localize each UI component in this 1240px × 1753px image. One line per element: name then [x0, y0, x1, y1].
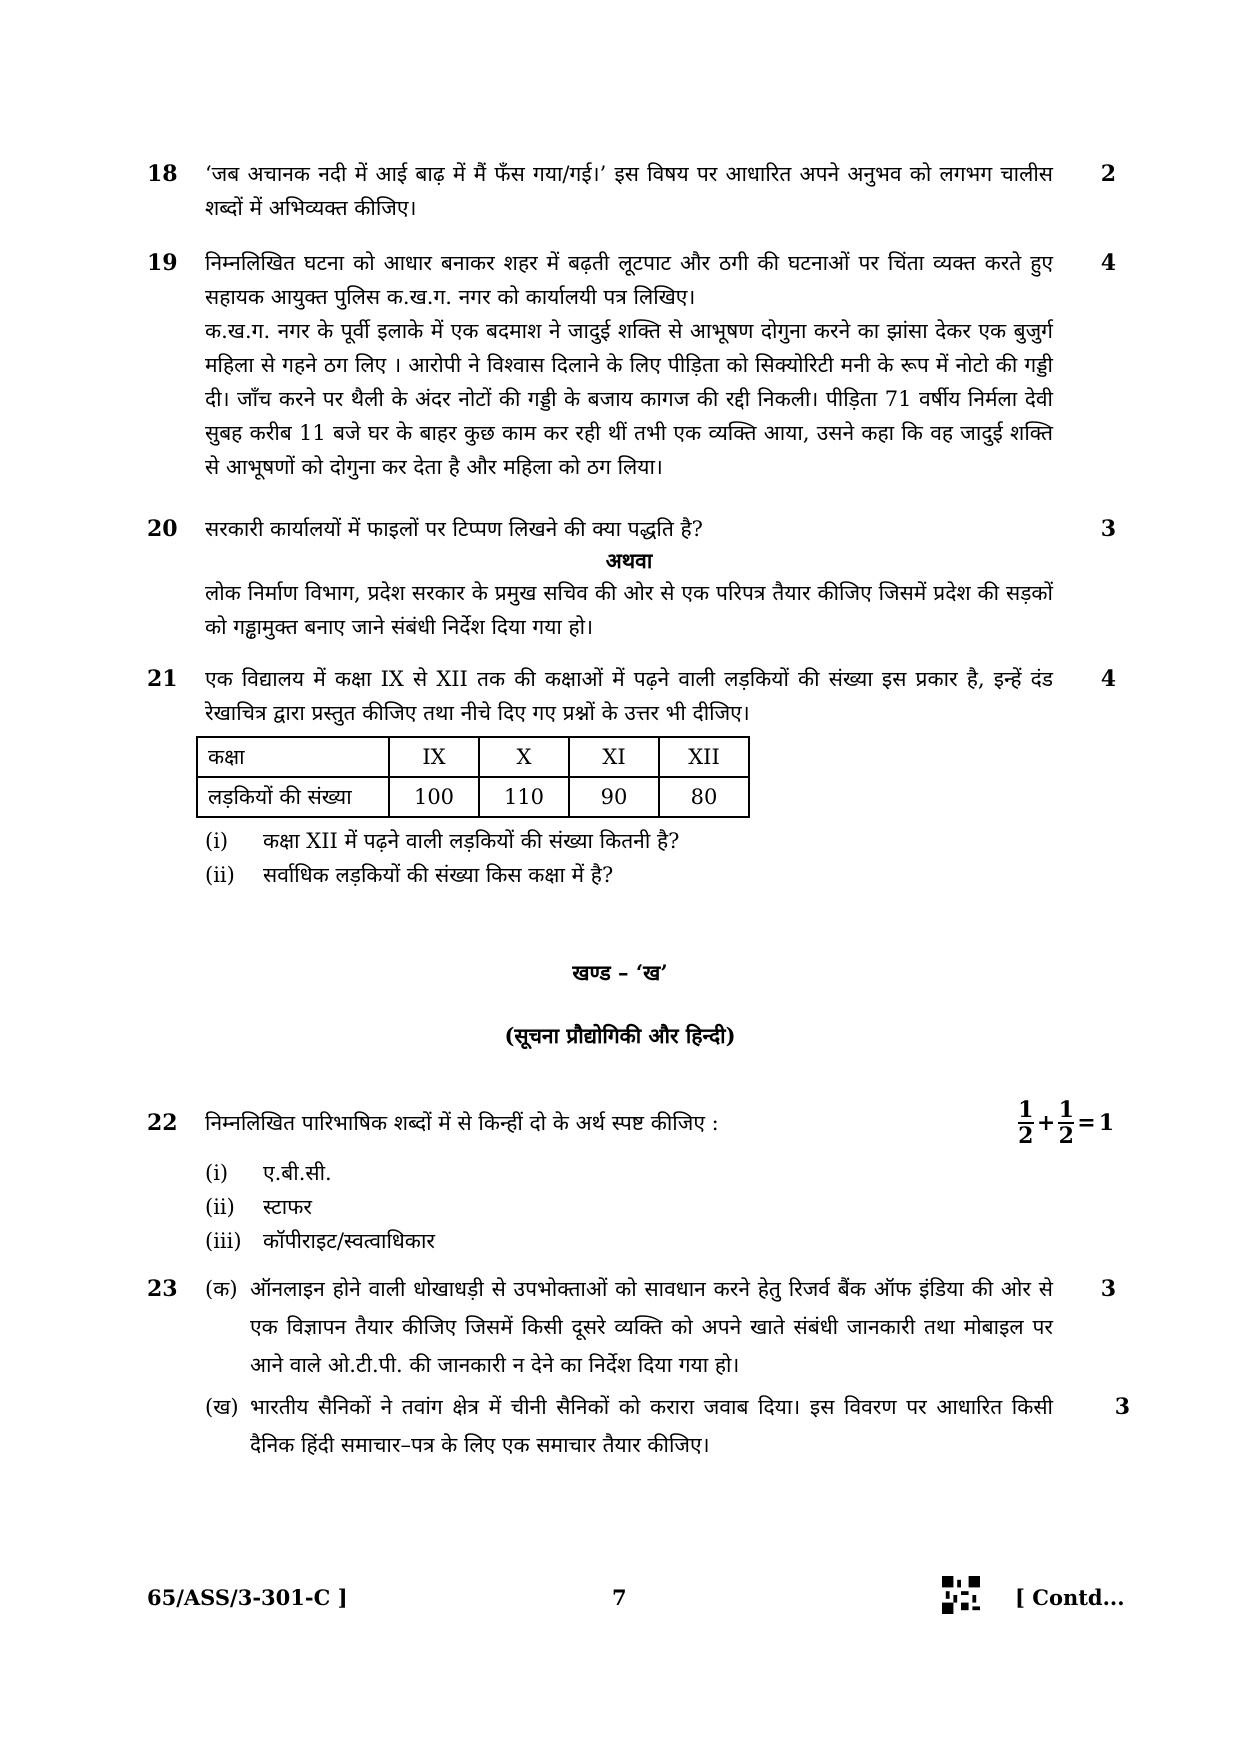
part-text: भारतीय सैनिकों ने तवांग क्षेत्र में चीनी सैनिकों को करारा जवाब दिया। इस विवरण पर आधारित किसी दैनिक हिंदी समाचार–पत्र के लिए एक समाचार तैयार कीजिए। — [250, 1395, 1053, 1457]
question-number: 18 — [147, 161, 178, 187]
question-20 — [147, 512, 1130, 644]
table-cell: 100 — [389, 777, 479, 817]
item-text: स्टाफर — [263, 1195, 312, 1219]
question-18 — [147, 157, 1130, 225]
question-number: 19 — [147, 250, 178, 276]
table-cell: कक्षा — [197, 737, 389, 777]
question-number: 20 — [147, 516, 178, 542]
question-instruction: निम्नलिखित घटना को आधार बनाकर शहर में बढ़ती लूटपाट और ठगी की घटनाओं पर चिंता व्यक्त करते हुए सहायक आयुक्त पुलिस क.ख.ग. नगर को कार्यालयी पत्र लिखिए। — [205, 251, 1053, 309]
table-row — [197, 737, 749, 777]
item-number: (ii) — [205, 863, 235, 887]
question-21 — [147, 662, 1130, 892]
item-text: कक्षा XII में पढ़ने वाली लड़कियों की संख्या कितनी है? — [263, 829, 680, 853]
table-cell: 80 — [659, 777, 749, 817]
marks: 2 — [1100, 161, 1116, 187]
question-passage: क.ख.ग. नगर के पूर्वी इलाके में एक बदमाश ने जादुई शक्ति से आभूषण दोगुना करने का झांसा देकर एक बुजुर्ग महिला से गहने ठग लिए । आरोपी ने विश्वास दिलाने के लिए पीड़िता को सिक्योरिटी मनी के रूप में नोटो की गड्डी दी। जाँच करने पर थैली के अंदर नोटों की गड्डी के बजाय कागज की रद्दी निकली। पीड़िता 71 वर्षीय निर्मला देवी सुबह करीब 11 बजे घर के बाहर कुछ काम कर रही थीं तभी एक व्यक्ति आया, उसने कहा कि वह जादुई शक्ति से आभूषणों को दोगुना कर देता है और महिला को ठग लिया। — [205, 319, 1053, 479]
table-cell: लड़कियों की संख्या — [197, 777, 389, 817]
list-item — [205, 1156, 1130, 1190]
marks-fraction: 1 2 + 1 2 = 1 — [1018, 1097, 1114, 1149]
table-cell: 90 — [569, 777, 659, 817]
table-row — [197, 777, 749, 817]
question-part — [205, 1390, 1130, 1464]
item-text: सर्वाधिक लड़कियों की संख्या किस कक्षा में है? — [263, 863, 614, 887]
part-text: ऑनलाइन होने वाली धोखाधड़ी से उपभोक्ताओं को सावधान करने हेतु रिजर्व बैंक ऑफ इंडिया की ओर से एक विज्ञापन तैयार कीजिए जिसमें किसी दूसरे व्यक्ति को अपने खाते संबंधी जानकारी तथा मोबाइल पर आने वाले ओ.टी.पी. की जानकारी न देने का निर्देश दिया गया हो। — [250, 1277, 1053, 1377]
item-text: ए.बी.सी. — [263, 1161, 332, 1185]
fraction: 1 2 — [1018, 1097, 1034, 1149]
question-22 — [147, 1097, 1130, 1258]
page-number: 7 — [612, 1585, 627, 1610]
fraction: 1 2 — [1058, 1097, 1074, 1149]
list-item — [205, 858, 1130, 892]
list-item — [205, 1190, 1130, 1224]
list-item — [205, 824, 1130, 858]
or-label: अथवा — [605, 548, 653, 573]
marks: 4 — [1100, 250, 1116, 276]
table-cell: X — [479, 737, 569, 777]
item-number: (i) — [205, 829, 229, 853]
question-19 — [147, 246, 1130, 484]
section-title: खण्ड – ‘ख’ — [572, 960, 668, 985]
continued-label: [ Contd... — [1015, 1585, 1125, 1610]
table-cell: XI — [569, 737, 659, 777]
item-number: (i) — [205, 1161, 229, 1185]
question-text: सरकारी कार्यालयों में फाइलों पर टिप्पण लिखने की क्या पद्धति है? — [205, 517, 703, 541]
marks: 4 — [1100, 666, 1116, 692]
question-part — [205, 1272, 1053, 1384]
part-label: (ख) — [205, 1395, 239, 1419]
question-number: 22 — [147, 1110, 178, 1136]
table-cell: XII — [659, 737, 749, 777]
item-number: (iii) — [205, 1229, 242, 1253]
marks: 3 — [1100, 1276, 1116, 1302]
item-text: कॉपीराइट/स्वत्वाधिकार — [263, 1229, 435, 1253]
table-cell: IX — [389, 737, 479, 777]
question-number: 23 — [147, 1276, 178, 1302]
paper-code: 65/ASS/3-301-C ] — [147, 1585, 348, 1610]
marks: 3 — [1100, 516, 1116, 542]
qr-code-icon — [942, 1576, 980, 1614]
item-number: (ii) — [205, 1195, 235, 1219]
question-text: एक विद्यालय में कक्षा IX से XII तक की कक्षाओं में पढ़ने वाली लड़कियों की संख्या इस प्रकार है, इन्हें दंड रेखाचित्र द्वारा प्रस्तुत कीजिए तथा नीचे दिए गए प्रश्नों के उत्तर भी दीजिए। — [205, 667, 1053, 725]
question-text: निम्नलिखित पारिभाषिक शब्दों में से किन्हीं दो के अर्थ स्पष्ट कीजिए : — [205, 1111, 719, 1135]
question-text: ‘जब अचानक नदी में आई बाढ़ में मैं फँस गया/गई।’ इस विषय पर आधारित अपने अनुभव को लगभग चालीस शब्दों में अभिव्यक्त कीजिए। — [205, 162, 1053, 220]
question-23 — [147, 1272, 1130, 1464]
part-label: (क) — [205, 1277, 238, 1301]
section-subtitle: (सूचना प्रौद्योगिकी और हिन्दी) — [504, 1023, 736, 1048]
alternate-question-text: लोक निर्माण विभाग, प्रदेश सरकार के प्रमुख सचिव की ओर से एक परिपत्र तैयार कीजिए जिसमें प्रदेश की सड़कों को गड्ढामुक्त बनाए जाने संबंधी निर्देश दिया गया हो। — [205, 581, 1053, 639]
table-cell: 110 — [479, 777, 569, 817]
list-item — [205, 1224, 1130, 1258]
question-number: 21 — [147, 666, 178, 692]
girls-count-table — [196, 736, 750, 818]
marks: 3 — [1114, 1394, 1130, 1420]
